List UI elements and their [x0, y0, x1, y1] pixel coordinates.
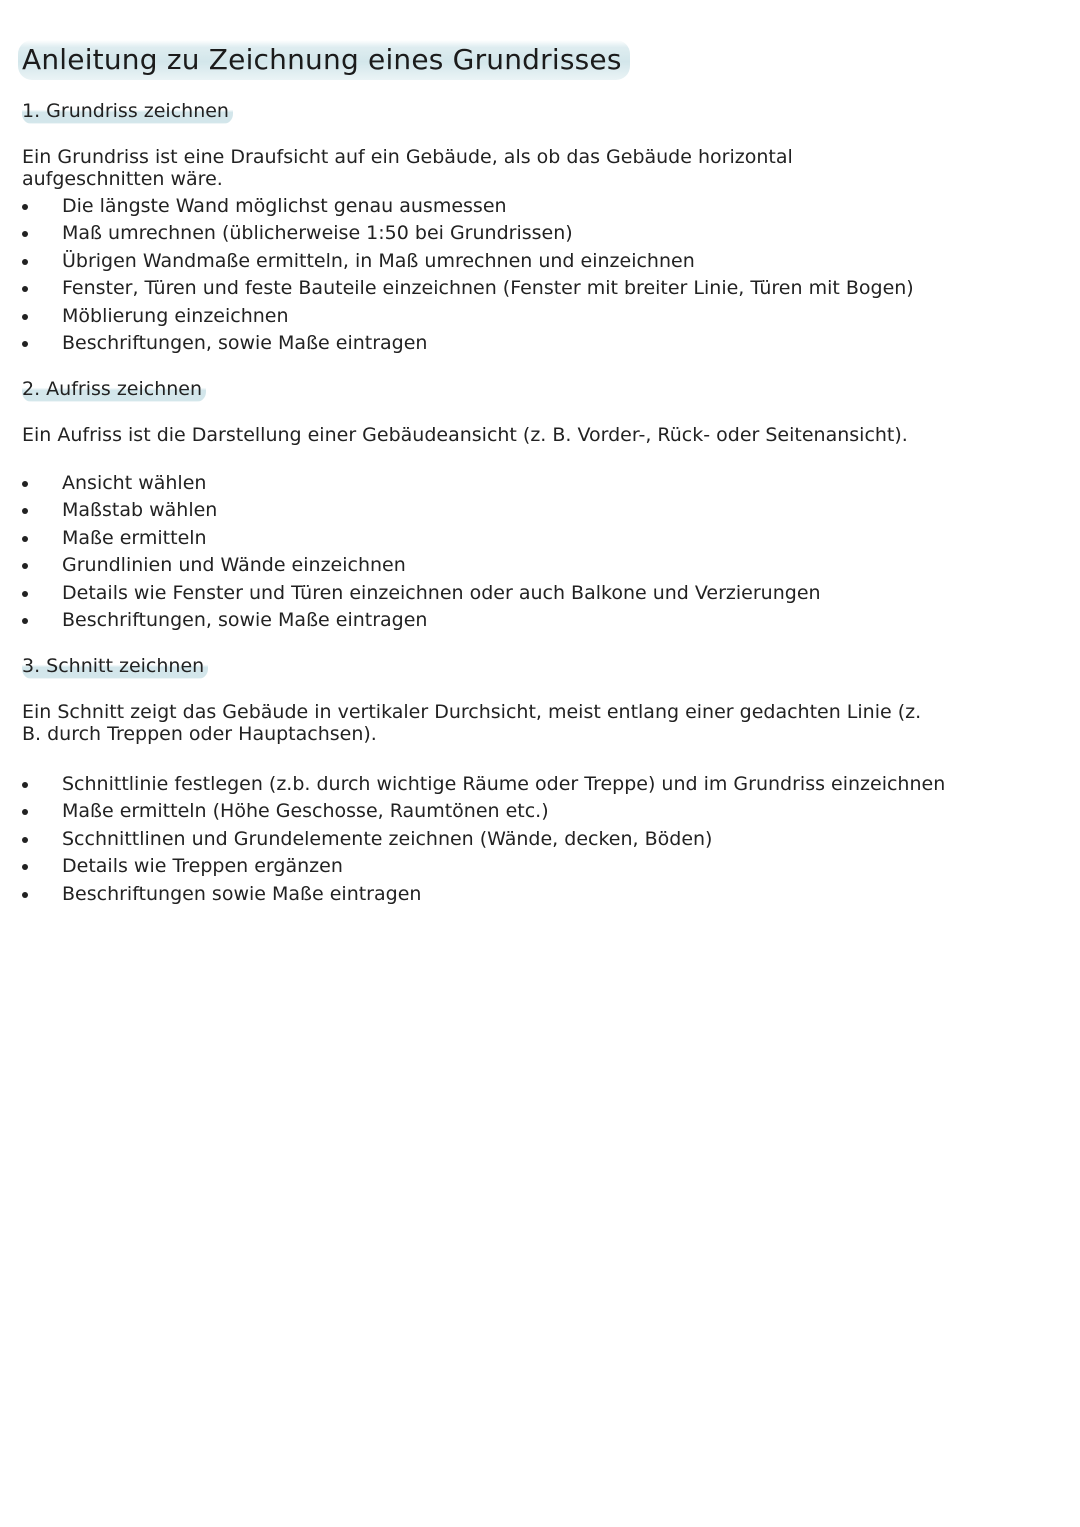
- list-item: Beschriftungen sowie Maße eintragen: [0, 881, 1000, 908]
- title-wrap: [18, 40, 630, 80]
- bullet-icon: [22, 892, 28, 898]
- list-item: Die längste Wand möglichst genau ausmessen: [0, 193, 1000, 220]
- bullet-icon: [22, 481, 28, 487]
- list-item: Maßstab wählen: [0, 497, 1000, 524]
- list-item: Schnittlinie festlegen (z.b. durch wichtige Räume oder Treppe) und im Grundriss einzeichnen: [0, 771, 1000, 798]
- section-heading-aufriss: 2. Aufriss zeichnen: [22, 376, 206, 402]
- bullet-list-schnitt: [0, 771, 1000, 908]
- bullet-icon: [22, 536, 28, 542]
- list-item: Maße ermitteln (Höhe Geschosse, Raumtönen etc.): [0, 798, 1000, 825]
- bullet-icon: [22, 782, 28, 788]
- list-item: Ansicht wählen: [0, 470, 1000, 497]
- bullet-icon: [22, 618, 28, 624]
- list-item: Scchnittlinen und Grundelemente zeichnen (Wände, decken, Böden): [0, 826, 1000, 853]
- section-heading-schnitt: 3. Schnitt zeichnen: [22, 653, 208, 679]
- bullet-icon: [22, 314, 28, 320]
- section-intro-grundriss: Ein Grundriss ist eine Draufsicht auf ein Gebäude, als ob das Gebäude horizontal aufgeschnitten wäre.: [22, 146, 793, 190]
- list-item: Maße ermitteln: [0, 525, 1000, 552]
- bullet-icon: [22, 286, 28, 292]
- list-item: Grundlinien und Wände einzeichnen: [0, 552, 1000, 579]
- bullet-icon: [22, 809, 28, 815]
- document-title: Anleitung zu Zeichnung eines Grundrisses: [18, 40, 630, 80]
- section-heading-grundriss: 1. Grundriss zeichnen: [22, 98, 233, 124]
- bullet-icon: [22, 563, 28, 569]
- bullet-icon: [22, 508, 28, 514]
- section-intro-schnitt: Ein Schnitt zeigt das Gebäude in vertikaler Durchsicht, meist entlang einer gedachten Linie (z. B. durch Treppen oder Hauptachsen).: [22, 701, 922, 745]
- list-item: Details wie Treppen ergänzen: [0, 853, 1000, 880]
- section-intro-aufriss: Ein Aufriss ist die Darstellung einer Gebäudeansicht (z. B. Vorder-, Rück- oder Seitenansicht).: [22, 424, 908, 446]
- bullet-icon: [22, 231, 28, 237]
- bullet-list-aufriss: [0, 470, 1000, 634]
- bullet-icon: [22, 591, 28, 597]
- bullet-icon: [22, 864, 28, 870]
- bullet-list-grundriss: [0, 193, 1000, 357]
- list-item: Übrigen Wandmaße ermitteln, in Maß umrechnen und einzeichnen: [0, 248, 1000, 275]
- bullet-icon: [22, 259, 28, 265]
- list-item: Maß umrechnen (üblicherweise 1:50 bei Grundrissen): [0, 220, 1000, 247]
- list-item: Möblierung einzeichnen: [0, 303, 1000, 330]
- bullet-icon: [22, 341, 28, 347]
- list-item: Beschriftungen, sowie Maße eintragen: [0, 607, 1000, 634]
- bullet-icon: [22, 837, 28, 843]
- list-item: Fenster, Türen und feste Bauteile einzeichnen (Fenster mit breiter Linie, Türen mit Bogen): [0, 275, 1000, 302]
- list-item: Details wie Fenster und Türen einzeichnen oder auch Balkone und Verzierungen: [0, 580, 1000, 607]
- list-item: Beschriftungen, sowie Maße eintragen: [0, 330, 1000, 357]
- bullet-icon: [22, 204, 28, 210]
